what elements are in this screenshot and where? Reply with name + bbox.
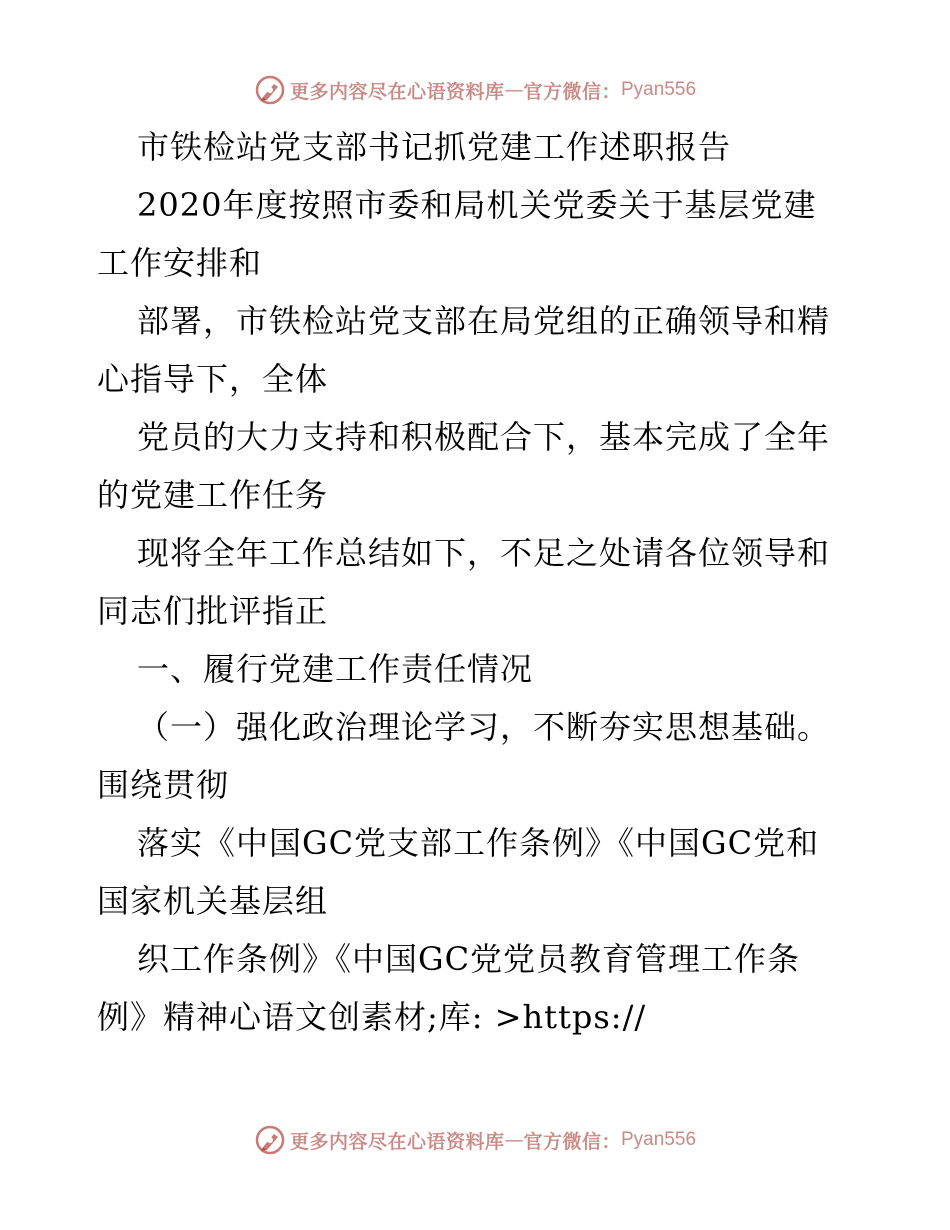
header-banner <box>0 70 950 110</box>
section-heading: 一、履行党建工作责任情况 <box>137 650 534 688</box>
pen-logo-icon <box>254 1124 286 1156</box>
banner-title: 更多内容尽在心语资料库 <box>289 80 505 103</box>
paragraph-line: 同志们批评指正 <box>97 592 329 630</box>
paragraph-line: 落实《中国GC党支部工作条例》《中国GC党和 <box>137 824 820 862</box>
paragraph-line: 例》精神心语文创素材;库: >https:// <box>97 998 647 1036</box>
paragraph-line: 的党建工作任务 <box>97 476 329 514</box>
pen-logo-icon <box>254 74 286 106</box>
footer-banner <box>0 1120 950 1160</box>
paragraph-line: 工作安排和 <box>97 244 263 282</box>
paragraph-line: 织工作条例》《中国GC党党员教育管理工作条 <box>137 940 801 978</box>
banner-title: 更多内容尽在心语资料库 <box>289 1130 505 1153</box>
document-body <box>97 118 857 1046</box>
banner-wechat-id: Pyan556 <box>621 79 697 100</box>
banner-wechat-id: Pyan556 <box>621 1129 697 1150</box>
banner-wechat-label: 官方微信： <box>523 80 621 103</box>
banner-wechat-label: 官方微信： <box>523 1130 621 1153</box>
banner-separator: — <box>504 1129 524 1151</box>
banner-separator: — <box>504 79 524 101</box>
paragraph-line: 国家机关基层组 <box>97 882 329 920</box>
subsection-heading: （一）强化政治理论学习，不断夯实思想基础。 <box>137 708 831 746</box>
paragraph-line: 心指导下，全体 <box>97 360 329 398</box>
paragraph-line: 围绕贯彻 <box>97 766 230 804</box>
document-title: 市铁检站党支部书记抓党建工作述职报告 <box>137 128 732 166</box>
paragraph-line: 现将全年工作总结如下，不足之处请各位领导和 <box>137 534 831 572</box>
paragraph-line: 部署，市铁检站党支部在局党组的正确领导和精 <box>137 302 831 340</box>
paragraph-line: 党员的大力支持和积极配合下，基本完成了全年 <box>137 418 831 456</box>
paragraph-line: 2020年度按照市委和局机关党委关于基层党建 <box>137 186 817 224</box>
